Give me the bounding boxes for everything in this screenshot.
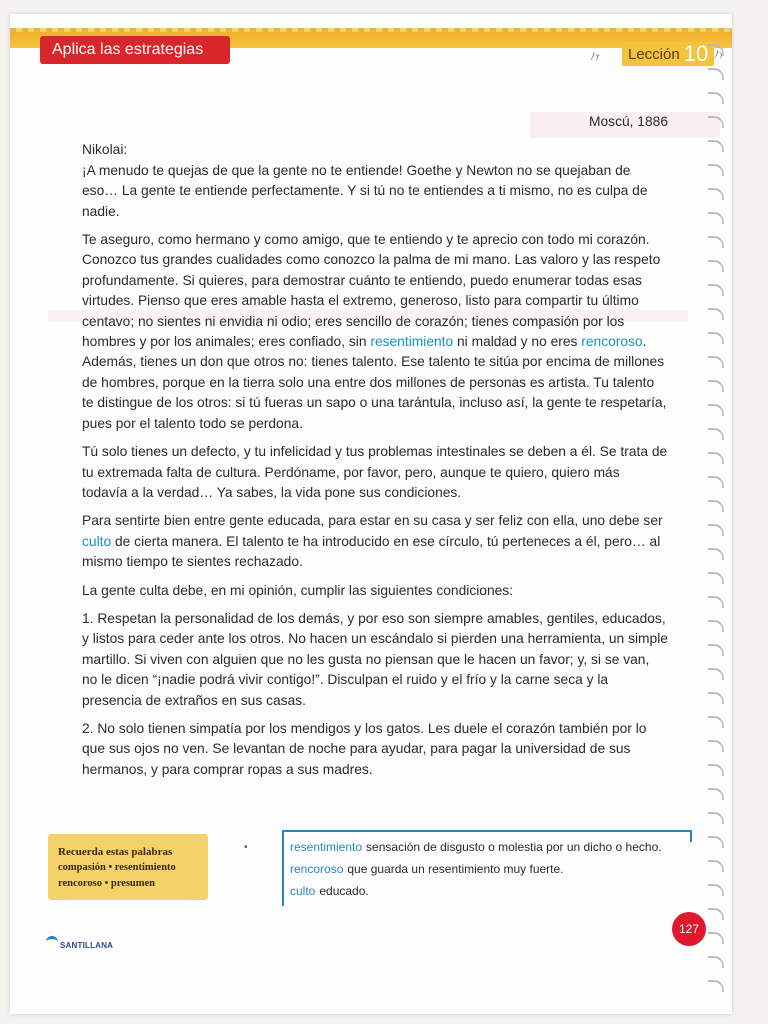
lesson-badge — [622, 42, 714, 66]
keyword-rencoroso: rencoroso — [581, 334, 643, 350]
binding-ring-icon — [708, 332, 724, 344]
glossary-term: rencoroso — [290, 862, 344, 876]
binding-ring-icon — [708, 908, 724, 920]
decorative-marks: ﾉｧ — [714, 50, 724, 61]
glossary-term: resentimiento — [290, 840, 363, 854]
binding-ring-icon — [708, 788, 724, 800]
letter-paragraph: 2. No solo tienen simpatía por los mendigos y los gatos. Les duele el corazón también por lo que sus ojos no ven. Se levantan de noche para ayudar, para pagar la universidad de sus hermanos, y para comprar ropas a sus madres. — [82, 720, 647, 777]
binding-ring-icon — [708, 116, 724, 128]
binding-ring-icon — [708, 956, 724, 968]
binding-ring-icon — [708, 452, 724, 464]
binding-ring-icon — [708, 44, 724, 56]
binding-ring-icon — [708, 524, 724, 536]
binding-ring-icon — [708, 68, 724, 80]
letter-paragraph: Tú solo tienes un defecto, y tu infelicidad y tus problemas intestinales se deben a él. Se trata de tu extremada falta de cultura. Perdóname, por favor, pero, aunque te quiero, quiero más todavía a la verdad… Ya sabes, la vida pone sus condiciones. — [82, 444, 668, 500]
binding-ring-icon — [708, 596, 724, 608]
keyword-culto: culto — [82, 533, 112, 549]
letter-paragraph: ¡A menudo te quejas de que la gente no te entiende! Goethe y Newton no se quejaban de eso… La gente te entiende perfectamente. Y si tú no te entiendes a ti mismo, no es culpa de nadie. — [82, 162, 648, 219]
binding-ring-icon — [708, 716, 724, 728]
glossary-term: culto — [290, 884, 316, 898]
binding-ring-icon — [708, 428, 724, 440]
letter-paragraph: Te aseguro, como hermano y como amigo, que te entiendo y te aprecio con todo mi corazón. Conozco tus grandes cualidades como conozco la palma de mi mano. Las valoro y las respeto profundamente. Si quieres, para demostrar cuánto te entiendo, puedo enumerar todas esas virtudes. Pienso que eres amable hasta el extremo, generoso, listo para compartir tu último centavo; no sientes ni envidia ni odio; eres sencillo de corazón; tienes compasión por los hombres y por los animales; eres confiado, sin resentimiento ni maldad y no eres rencoroso. Además, tienes un don que otros no: tienes talento. Ese talento te sitúa por encima de millones de hombres, porque en la tierra solo una entre dos millones de personas es artista. Tu talento te distingue de los otros: si tú fueras un sapo o una tarántula, incluso así, la gente te respetaría, pues por el talento todo se perdona. — [82, 232, 667, 431]
keyword-resentimiento: resentimiento — [370, 334, 454, 350]
binding-ring-icon — [708, 140, 724, 152]
recuerda-words-line: compasión • resentimiento — [58, 862, 176, 873]
binding-ring-icon — [708, 404, 724, 416]
glossary-definition: sensación de disgusto o molestia por un dicho o hecho. — [366, 840, 662, 854]
glossary-definition: que guarda un resentimiento muy fuerte. — [347, 862, 564, 876]
binding-ring-icon — [708, 692, 724, 704]
binding-ring-icon — [708, 308, 724, 320]
section-title: Aplica las estrategias — [40, 36, 230, 64]
bullet-mark: • — [244, 842, 248, 853]
binding-ring-icon — [708, 884, 724, 896]
binding-ring-icon — [708, 812, 724, 824]
binding-ring-icon — [708, 164, 724, 176]
binding-ring-icon — [708, 668, 724, 680]
binding-ring-icon — [708, 500, 724, 512]
publisher-logo: SANTILLANA — [46, 936, 113, 950]
binding-ring-icon — [708, 740, 724, 752]
glossary-entry — [290, 880, 692, 902]
recuerda-box — [48, 834, 208, 900]
letter-paragraph: La gente culta debe, en mi opinión, cumplir las siguientes condiciones: — [82, 582, 514, 598]
letter-date: Moscú, 1886 — [589, 114, 668, 129]
glossary-entry — [290, 836, 692, 858]
binding-ring-icon — [708, 260, 724, 272]
spiral-binding — [706, 44, 726, 1004]
recuerda-title: Recuerda estas palabras — [58, 846, 173, 858]
glossary-definition: educado. — [319, 884, 369, 898]
letter-text — [82, 112, 668, 788]
binding-ring-icon — [708, 476, 724, 488]
recuerda-words-line: rencoroso • presumen — [58, 878, 156, 889]
binding-ring-icon — [708, 284, 724, 296]
lesson-number: 10 — [683, 41, 709, 66]
binding-ring-icon — [708, 980, 724, 992]
letter-paragraph: Para sentirte bien entre gente educada, para estar en su casa y ser feliz con ella, uno debe ser culto de cierta manera. El talento te ha introducido en ese círculo, tú perteneces a él, pero… al mismo tiempo te sientes rechazado. — [82, 513, 663, 570]
binding-ring-icon — [708, 572, 724, 584]
letter-paragraph: 1. Respetan la personalidad de los demás, y por eso son siempre amables, gentiles, educados, y listos para ceder ante los otros. No hacen un escándalo si pierden una herramienta, un simple martillo. Si viven con alguien que no les gusta no piensan que le hacen un favor; y, si se van, no le dicen “¡nadie podrá vivir contigo!”. Disculpan el ruido y el frío y la carne seca y la presencia de extraños en sus casas. — [82, 610, 668, 708]
binding-ring-icon — [708, 644, 724, 656]
binding-ring-icon — [708, 836, 724, 848]
binding-ring-icon — [708, 860, 724, 872]
binding-ring-icon — [708, 548, 724, 560]
binding-ring-icon — [708, 188, 724, 200]
lesson-label: Lección — [628, 46, 680, 63]
binding-ring-icon — [708, 356, 724, 368]
page-number-badge: 127 — [672, 912, 706, 946]
binding-ring-icon — [708, 620, 724, 632]
binding-ring-icon — [708, 764, 724, 776]
binding-ring-icon — [708, 212, 724, 224]
binding-ring-icon — [708, 380, 724, 392]
binding-ring-icon — [708, 932, 724, 944]
letter-salutation: Nikolai: — [82, 142, 128, 158]
decorative-marks: ﾉｧ — [590, 52, 600, 63]
binding-ring-icon — [708, 236, 724, 248]
binding-ring-icon — [708, 92, 724, 104]
textbook-page — [10, 14, 732, 1014]
glossary-box — [282, 830, 692, 906]
glossary-border-edge — [690, 832, 692, 842]
glossary-entry — [290, 858, 692, 880]
santillana-logo-icon — [46, 936, 58, 947]
